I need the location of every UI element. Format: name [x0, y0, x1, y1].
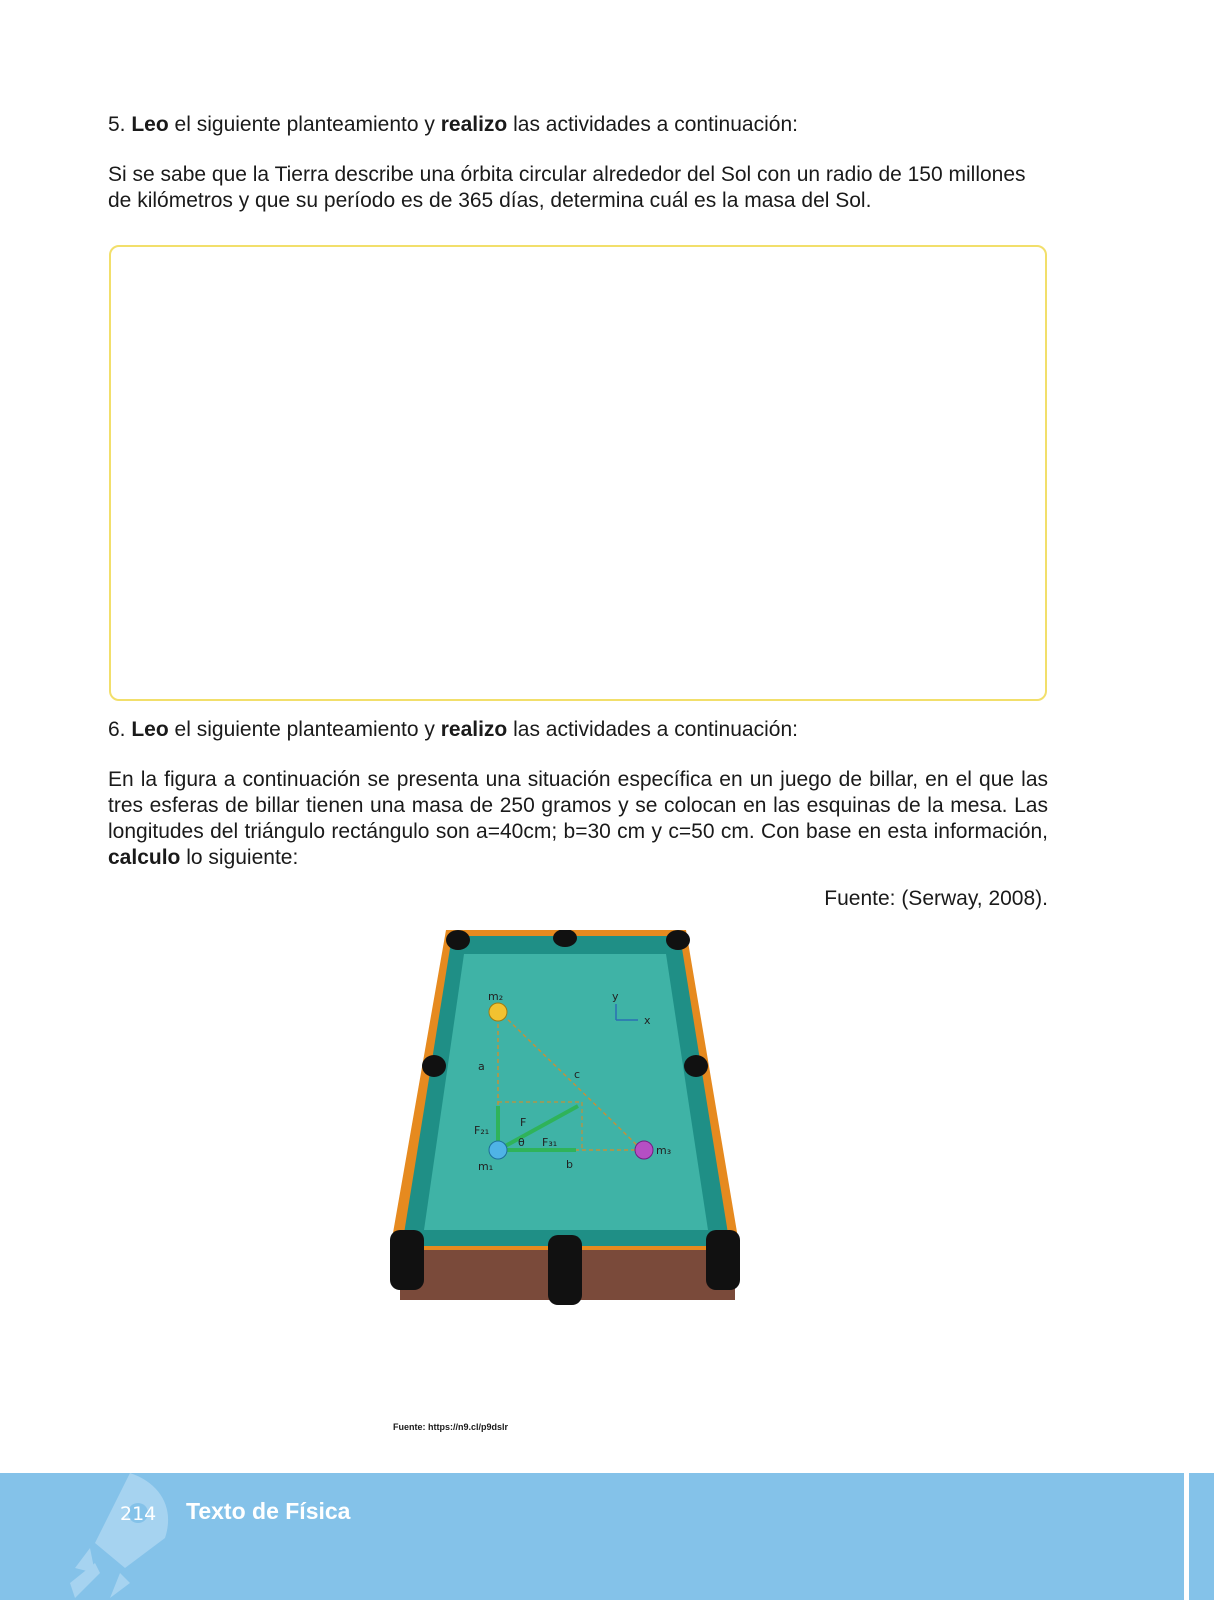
label-c: c	[574, 1068, 581, 1081]
table-felt	[424, 954, 708, 1230]
q6-statement-bold: calculo	[108, 846, 181, 869]
label-a: a	[478, 1060, 485, 1073]
label-F: F	[520, 1116, 527, 1129]
question-5-statement: Si se sabe que la Tierra describe una órbita circular alrededor del Sol con un radio de 150 millones de kilómetros y que su período es de 365 días, determina cuál es la masa del Sol.	[108, 163, 1026, 212]
pocket-top-left	[446, 930, 470, 950]
pocket-top-right	[666, 930, 690, 950]
rocket-icon	[50, 1473, 190, 1600]
y-axis-label: y	[612, 990, 619, 1003]
q5-verb-realizo: realizo	[440, 113, 508, 136]
ball-m2	[489, 1003, 507, 1021]
book-title: Texto de Física	[186, 1498, 351, 1524]
label-F31: F₃₁	[542, 1136, 558, 1149]
figure-source: Fuente: https://n9.cl/p9dslr	[393, 1422, 509, 1432]
label-b: b	[566, 1158, 573, 1171]
q5-heading-end: las actividades a continuación:	[513, 113, 798, 136]
question-6-heading	[108, 717, 1048, 743]
label-m3: m₃	[656, 1144, 672, 1157]
label-theta: θ	[518, 1136, 525, 1149]
q6-verb-leo: Leo	[131, 718, 169, 741]
source-citation: Fuente: (Serway, 2008).	[824, 887, 1048, 910]
billiard-table-figure	[390, 930, 750, 1340]
question-6-statement	[108, 767, 1048, 871]
label-F21: F₂₁	[474, 1124, 490, 1137]
pocket-bottom-left	[390, 1230, 424, 1290]
q6-heading-end: las actividades a continuación:	[513, 718, 798, 741]
q5-verb-leo: Leo	[131, 113, 169, 136]
answer-box[interactable]	[109, 245, 1047, 701]
q6-statement-end: lo siguiente:	[186, 846, 299, 869]
pocket-bottom-middle	[548, 1235, 582, 1305]
question-5-heading	[108, 112, 1048, 138]
label-m2: m₂	[488, 990, 504, 1003]
page-number: 214	[120, 1503, 157, 1525]
ball-m3	[635, 1141, 653, 1159]
q6-heading-mid: el siguiente planteamiento y	[174, 718, 435, 741]
footer-edge-strip	[1184, 1473, 1214, 1600]
q6-statement-start: En la figura a continuación se presenta una situación específica en un juego de billar, en el que las tres esferas de billar tienen una masa de 250 gramos y se colocan en las esquinas de la mesa. Las longitudes del triángulo rectángulo son a=40cm; b=30 cm y c=50 cm. Con base en esta información,	[108, 768, 1048, 843]
x-axis-label: x	[644, 1014, 651, 1027]
pocket-mid-left	[422, 1055, 446, 1077]
ball-m1	[489, 1141, 507, 1159]
q6-verb-realizo: realizo	[440, 718, 508, 741]
label-m1: m₁	[478, 1160, 494, 1173]
q6-number: 6.	[108, 718, 126, 741]
pocket-bottom-right	[706, 1230, 740, 1290]
q5-heading-mid: el siguiente planteamiento y	[174, 113, 435, 136]
pocket-mid-right	[684, 1055, 708, 1077]
q5-number: 5.	[108, 113, 126, 136]
